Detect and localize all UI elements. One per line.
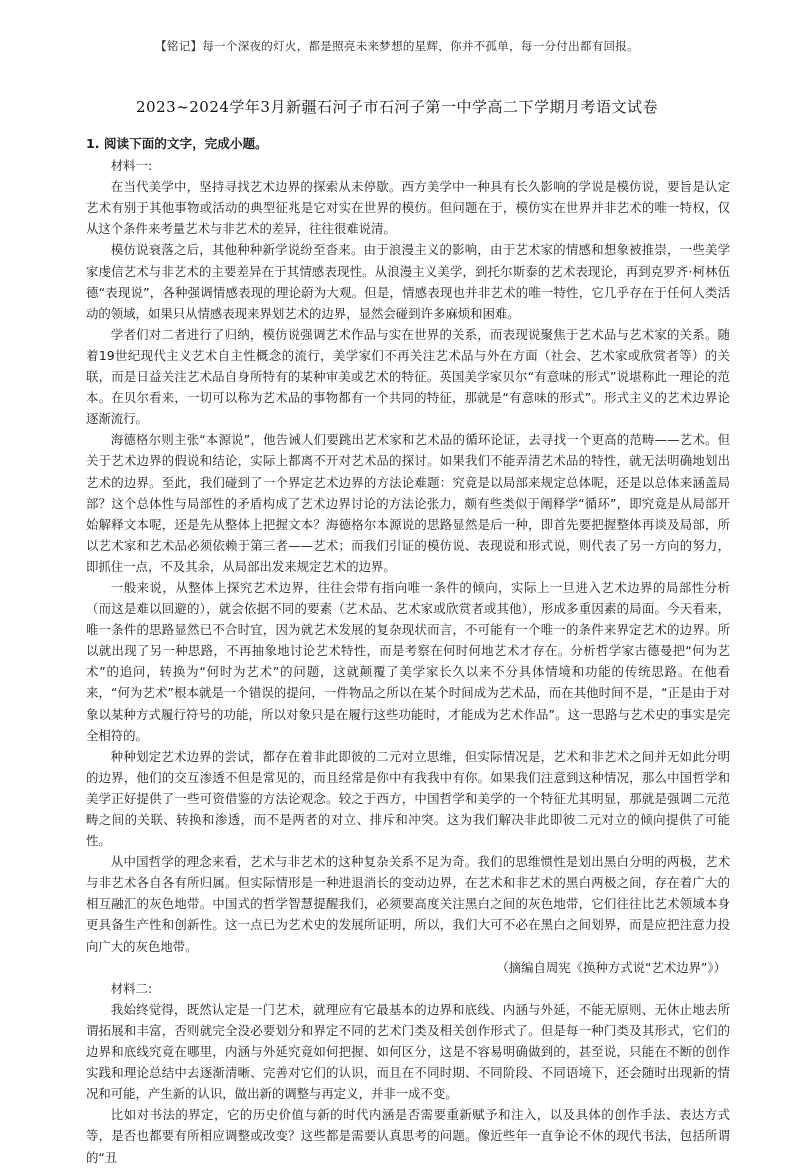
material1-paragraph: 种种划定艺术边界的尝试，都存在着非此即彼的二元对立思维，但实际情况是，艺术和非艺术之间并无如此分明的边界，他们的交互渗透不但是常见的，而且经常是你中有我我中有你。如果我们注意到这种情况，那么中国哲学和美学正好提供了一些可资借鉴的方法论观念。较之于西方，中国哲学和美学的一个特征尤其明显，那就是强调二元范畴之间的关联、转换和渗透，而不是两者的对立、排斥和冲突。这为我们解决非此即彼二元对立的倾向提供了可能性。 xyxy=(86,748,730,849)
question-heading: 1. 阅读下面的文字，完成小题。 xyxy=(86,136,268,151)
material2-label: 材料二: xyxy=(110,980,153,996)
material2-paragraph: 比如对书法的界定，它的历史价值与新的时代内涵是否需要重新赋予和注入，以及具体的创作手法、表达方式等，是否也都要有所相应调整或改变？这些都是需要认真思考的问题。像近些年一直争论不休的现代书法，包括所谓的“丑 xyxy=(86,1107,730,1165)
exam-content xyxy=(86,133,730,1168)
page-motto: 【铭记】每一个深夜的灯火，都是照亮未来梦想的星辉，你并不孤单，每一分付出都有回报。 xyxy=(155,39,639,53)
material1-paragraph: 模仿说衰落之后，其他种种新学说纷至沓来。由于浪漫主义的影响，由于艺术家的情感和想象被推崇，一些美学家虔信艺术与非艺术的主要差异在于其情感表现性。从浪漫主义美学，到托尔斯泰的艺术表现论，再到克罗齐·柯林伍德“表现说”，各种强调情感表现的理论蔚为大观。但是，情感表现也并非艺术的唯一特性，它几乎存在于任何人类活动的领域，如果只从情感表现来界划艺术的边界，显然会碰到许多麻烦和困难。 xyxy=(86,242,730,321)
material1-source: （摘编自周宪《换种方式说“艺术边界”》） xyxy=(496,959,726,975)
material1-paragraph: 一般来说，从整体上探究艺术边界，往往会带有指向唯一条件的倾向，实际上一旦进入艺术边界的局部性分析（而这是难以回避的），就会依据不同的要素（艺术品、艺术家或欣赏者或其他），形成多重因素的局面。今天看来，唯一条件的思路显然已不合时宜，因为就艺术发展的复杂现状而言，不可能有一个唯一的条件来界定艺术的边界。所以就出现了另一种思路，不再抽象地讨论艺术特性，而是考察在何时何地艺术才存在。分析哲学家古德曼把“何为艺术”的追问，转换为“何时为艺术”的问题，这就颠覆了美学家长久以来不分具体情境和功能的传统思路。在他看来，“何为艺术”根本就是一个错误的提问，一件物品之所以在某个时间成为艺术品，而在其他时间不是，“正是由于对象以某种方式履行符号的功能，所以对象只是在履行这些功能时，才能成为艺术作品”。这一思路与艺术史的事实是完全相符的。 xyxy=(86,579,730,743)
material2-paragraph: 我始终觉得，既然认定是一门艺术，就理应有它最基本的边界和底线、内涵与外延，不能无原则、无休止地去所谓拓展和丰富，否则就完全没必要划分和界定不同的艺术门类及相关创作形式了。但是每一种门类及其形式，它们的边界和底线究竟在哪里，内涵与外延究竟如何把握、如何区分，这是不容易明确做到的，甚至说，只能在不断的创作实践和理论总结中去逐渐清晰、完善对它们的认识，而且在不同时期、不同阶段、不同语境下，还会随时出现新的情况和可能，产生新的认识，做出新的调整与再定义，并非一成不变。 xyxy=(86,1001,730,1102)
material1-paragraph: 在当代美学中，坚持寻找艺术边界的探索从未停歇。西方美学中一种具有长久影响的学说是模仿说，要旨是认定艺术有别于其他事物或活动的典型征兆是它对实在世界的模仿。但问题在于，模仿实在世界并非艺术的唯一特权，仅从这个条件来考量艺术与非艺术的差异，往往很难说清。 xyxy=(86,179,730,237)
material1-paragraph: 从中国哲学的理念来看，艺术与非艺术的这种复杂关系不足为奇。我们的思维惯性是划出黑白分明的两极，艺术与非艺术各自各有所归属。但实际情形是一种进退消长的变动边界，在艺术和非艺术的黑白两极之间，存在着广大的相互融汇的灰色地带。中国式的哲学智慧提醒我们，必须要高度关注黑白之间的灰色地带，它们往往比艺术领域本身更具备生产性和创新性。这一点已为艺术史的发展所证明，所以，我们大可不必在黑白之间划界，而是应把注意力投向广大的灰色地带。 xyxy=(86,854,730,954)
material1-label: 材料一: xyxy=(110,158,153,174)
exam-title: 2023~2024学年3月新疆石河子市石河子第一中学高二下学期月考语文试卷 xyxy=(136,98,658,116)
material1-paragraph: 海德格尔则主张“本源说”，他告诫人们要跳出艺术家和艺术品的循环论证，去寻找一个更高的范畴——艺术。但关于艺术边界的假说和结论，实际上都离不开对艺术品的探讨。如果我们不能弄清艺术品的特性，就无法明确地划出艺术的边界。至此，我们碰到了一个界定艺术边界的方法论难题：究竟是以局部来规定总体呢，还是以总体来涵盖局部？这个总体性与局部性的矛盾构成了艺术边界讨论的方法论张力，颇有些类似于阐释学“循环”，即究竟是从局部开始解释文本呢，还是先从整体上把握文本？海德格尔本源说的思路显然是后一种，即首先要把握整体再谈及局部，所以艺术家和艺术品必须依赖于第三者——艺术；而我们引证的模仿说、表现说和形式说，则代表了另一方向的努力，即抓住一点，不及其余，从局部出发来规定艺术的边界。 xyxy=(86,432,730,574)
material1-paragraph: 学者们对二者进行了归纳，模仿说强调艺术作品与实在世界的关系，而表现说聚焦于艺术品与艺术家的关系。随着19世纪现代主义艺术自主性概念的流行，美学家们不再关注艺术品与外在方面（社会、艺术家或欣赏者等）的关联，而是日益关注艺术品自身所特有的某种审美或艺术的特征。英国美学家贝尔“有意味的形式”说堪称此一理论的范本。在贝尔看来，一切可以称为艺术品的事物都有一个共同的特征，那就是“有意味的形式”。形式主义的艺术边界论逐渐流行。 xyxy=(86,326,730,427)
